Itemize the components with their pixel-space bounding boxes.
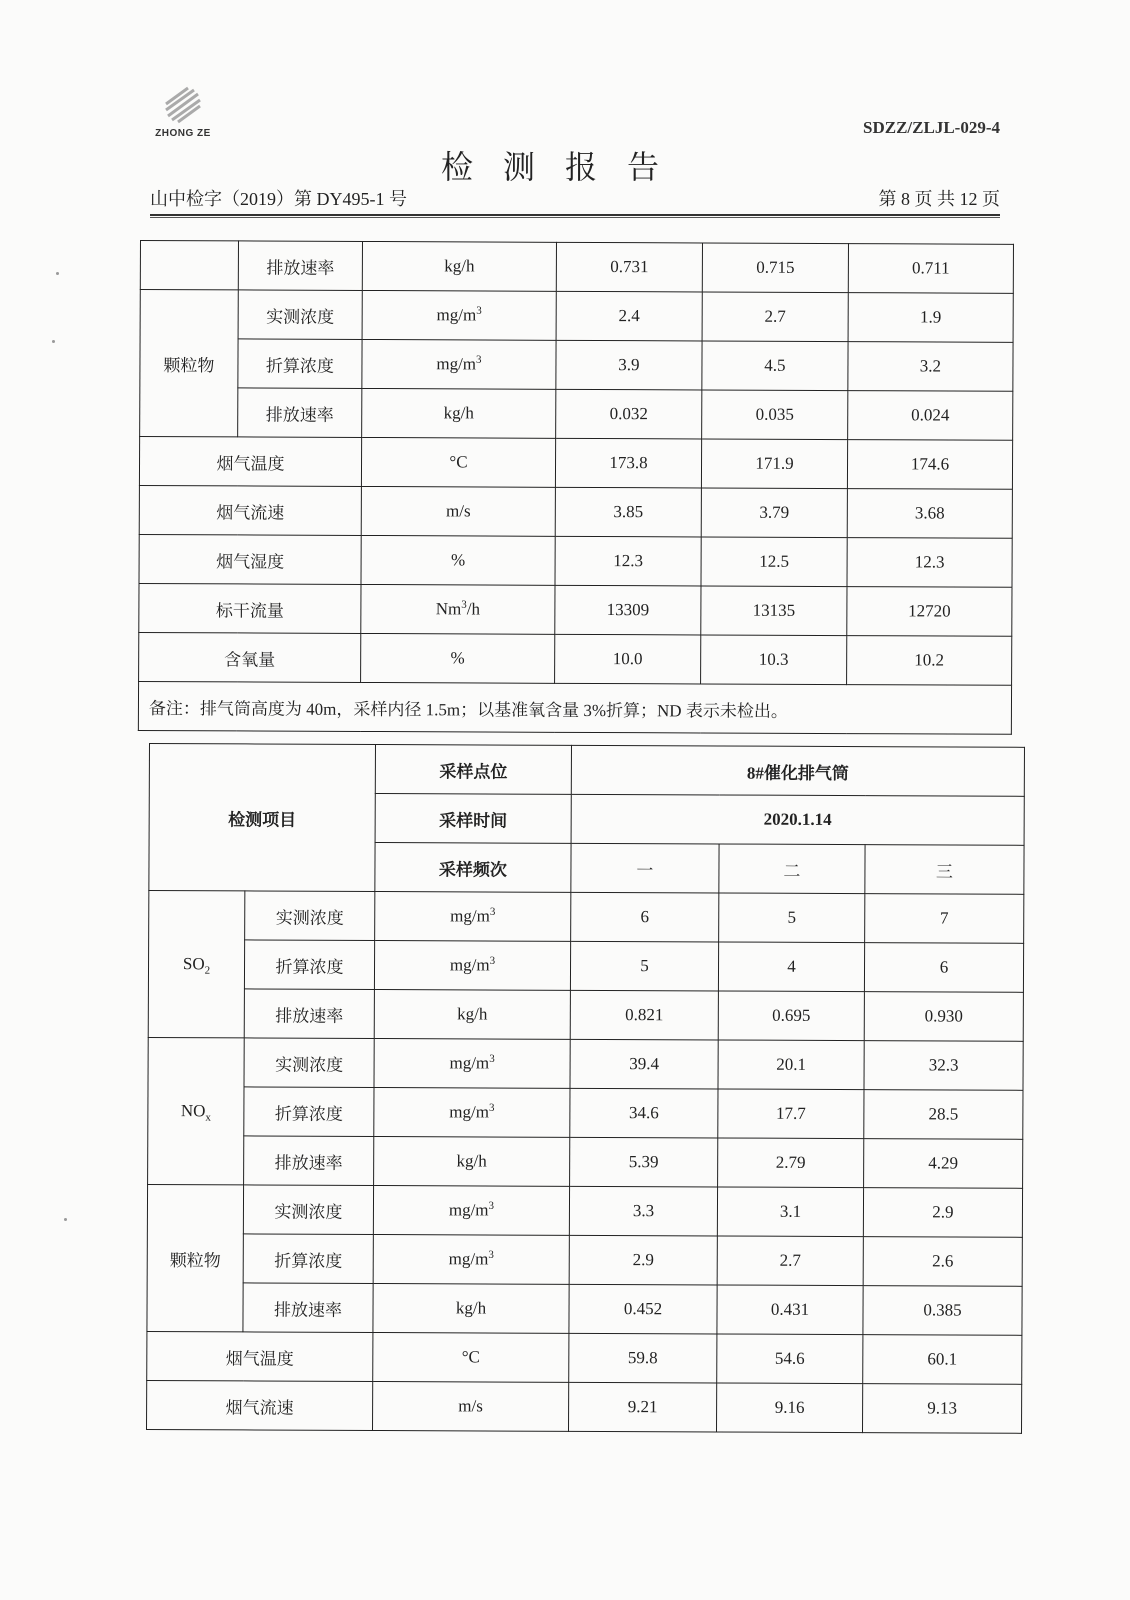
unit-cell: $mg/m^3$ bbox=[374, 1087, 570, 1137]
value-cell: 2.79 bbox=[718, 1138, 864, 1188]
group-cell-so2: $SO_2$ bbox=[148, 891, 245, 1038]
report-number: 山中检字（2019）第 DY495-1 号 bbox=[150, 189, 407, 209]
freq-cell: 一 bbox=[571, 843, 719, 893]
unit-cell: kg/h bbox=[374, 989, 570, 1039]
unit-cell: % bbox=[361, 633, 555, 683]
value-cell: 10.3 bbox=[701, 635, 847, 685]
table-row bbox=[140, 388, 1013, 441]
freq-label: 采样频次 bbox=[375, 842, 571, 892]
page-title: 检测报告 bbox=[440, 148, 689, 186]
table-row bbox=[149, 891, 1024, 944]
value-cell: 13135 bbox=[701, 586, 847, 636]
point-value: 8#催化排气筒 bbox=[571, 745, 1024, 796]
item-cell: 排放速率 bbox=[244, 989, 374, 1039]
value-cell: 9.21 bbox=[569, 1382, 717, 1432]
value-cell: 17.7 bbox=[718, 1089, 864, 1139]
value-cell: 4.5 bbox=[702, 341, 848, 391]
value-cell: 20.1 bbox=[718, 1040, 864, 1090]
unit-cell: °C bbox=[373, 1332, 569, 1382]
unit-cell: % bbox=[361, 535, 555, 585]
value-cell: 0.385 bbox=[863, 1286, 1022, 1336]
value-cell: 2.6 bbox=[863, 1237, 1022, 1287]
table-row bbox=[147, 1380, 1022, 1433]
table-row bbox=[148, 988, 1023, 1041]
item-cell: 实测浓度 bbox=[238, 290, 362, 340]
item-cell: 烟气流速 bbox=[139, 485, 361, 535]
value-cell: 9.16 bbox=[716, 1383, 862, 1433]
value-cell: 2.9 bbox=[569, 1235, 717, 1285]
item-cell: 排放速率 bbox=[244, 1136, 374, 1186]
item-cell: 折算浓度 bbox=[244, 1087, 374, 1137]
document-code: SDZZ/ZLJL-029-4 bbox=[863, 118, 1000, 137]
table-row bbox=[139, 632, 1012, 685]
time-value: 2020.1.14 bbox=[571, 794, 1024, 845]
table-row bbox=[147, 1282, 1022, 1335]
value-cell: 5.39 bbox=[570, 1137, 718, 1187]
table-row bbox=[148, 940, 1023, 993]
freq-cell: 三 bbox=[865, 845, 1024, 895]
unit-cell: kg/h bbox=[362, 388, 556, 438]
unit-cell: kg/h bbox=[362, 241, 556, 291]
value-cell: 0.695 bbox=[718, 991, 864, 1041]
value-cell: 6 bbox=[864, 943, 1023, 993]
table-row bbox=[147, 1184, 1022, 1237]
value-cell: 0.930 bbox=[864, 992, 1023, 1042]
unit-cell: $mg/m^3$ bbox=[362, 290, 556, 340]
item-cell: 折算浓度 bbox=[244, 940, 374, 990]
item-header: 检测项目 bbox=[149, 744, 376, 892]
value-cell: 171.9 bbox=[701, 439, 847, 489]
value-cell: 28.5 bbox=[864, 1090, 1023, 1140]
value-cell: 0.711 bbox=[848, 244, 1013, 294]
value-cell: 3.79 bbox=[701, 488, 847, 538]
time-label: 采样时间 bbox=[375, 793, 571, 843]
value-cell: 4.29 bbox=[864, 1139, 1023, 1189]
value-cell: 2.7 bbox=[702, 292, 848, 342]
value-cell: 4 bbox=[718, 942, 864, 992]
unit-cell: $mg/m^3$ bbox=[373, 1234, 569, 1284]
table-row bbox=[139, 437, 1012, 490]
value-cell: 5 bbox=[719, 893, 865, 943]
value-cell: 0.821 bbox=[570, 990, 718, 1040]
value-cell: 5 bbox=[570, 941, 718, 991]
unit-cell: Nm$^3$/h bbox=[361, 584, 555, 634]
table-row bbox=[148, 1135, 1023, 1188]
value-cell: 10.0 bbox=[555, 634, 701, 684]
value-cell: 39.4 bbox=[570, 1039, 718, 1089]
value-cell: 3.9 bbox=[556, 340, 702, 390]
value-cell: 12.3 bbox=[847, 538, 1012, 588]
table-row bbox=[147, 1331, 1022, 1384]
scan-speck bbox=[52, 340, 55, 343]
unit-cell: $mg/m^3$ bbox=[373, 1185, 569, 1235]
value-cell: 0.452 bbox=[569, 1284, 717, 1334]
value-cell: 0.431 bbox=[717, 1285, 863, 1335]
item-cell: 排放速率 bbox=[238, 241, 362, 291]
value-cell: 3.1 bbox=[717, 1187, 863, 1237]
scan-speck bbox=[56, 272, 59, 275]
value-cell: 3.85 bbox=[555, 487, 701, 537]
table-row bbox=[140, 241, 1013, 294]
item-cell: 实测浓度 bbox=[243, 1185, 373, 1235]
point-label: 采样点位 bbox=[375, 744, 571, 794]
table-row bbox=[148, 1086, 1023, 1139]
value-cell: 7 bbox=[865, 894, 1024, 944]
item-cell: 烟气温度 bbox=[139, 437, 361, 487]
item-cell: 烟气湿度 bbox=[139, 534, 361, 584]
value-cell: 6 bbox=[571, 892, 719, 942]
table-row bbox=[148, 1037, 1023, 1090]
value-cell: 1.9 bbox=[848, 293, 1013, 343]
value-cell: 12.5 bbox=[701, 537, 847, 587]
item-cell: 实测浓度 bbox=[244, 1038, 374, 1088]
item-cell: 实测浓度 bbox=[245, 891, 375, 941]
header-divider bbox=[150, 217, 1000, 218]
results-table-8-catalytic-stack bbox=[146, 743, 1025, 1434]
value-cell: 0.035 bbox=[702, 390, 848, 440]
value-cell: 3.68 bbox=[847, 489, 1012, 539]
scan-speck bbox=[64, 1218, 67, 1221]
logo-text: ZHONG ZE bbox=[155, 128, 211, 139]
value-cell: 32.3 bbox=[864, 1041, 1023, 1091]
value-cell: 10.2 bbox=[847, 636, 1012, 686]
group-cell-particulate: 颗粒物 bbox=[147, 1184, 244, 1331]
item-cell: 烟气温度 bbox=[147, 1331, 373, 1381]
table-row bbox=[139, 485, 1012, 538]
value-cell: 173.8 bbox=[555, 438, 701, 488]
unit-cell: kg/h bbox=[373, 1283, 569, 1333]
unit-cell: kg/h bbox=[374, 1136, 570, 1186]
value-cell: 0.715 bbox=[702, 243, 848, 293]
report-header-bar bbox=[150, 188, 1000, 216]
table-row bbox=[147, 1233, 1022, 1286]
unit-cell: °C bbox=[361, 437, 555, 487]
note-row bbox=[138, 681, 1011, 734]
unit-cell: $mg/m^3$ bbox=[374, 940, 570, 990]
value-cell: 0.032 bbox=[556, 389, 702, 439]
item-cell: 烟气流速 bbox=[147, 1380, 373, 1430]
page-number: 第 8 页 共 12 页 bbox=[878, 189, 1000, 209]
value-cell: 13309 bbox=[555, 585, 701, 635]
item-cell: 标干流量 bbox=[139, 583, 361, 633]
unit-cell: $mg/m^3$ bbox=[375, 891, 571, 941]
unit-cell: $mg/m^3$ bbox=[374, 1038, 570, 1088]
value-cell: 3.2 bbox=[848, 342, 1013, 392]
unit-cell: m/s bbox=[373, 1381, 569, 1431]
table-row bbox=[139, 583, 1012, 636]
item-cell: 排放速率 bbox=[238, 388, 362, 438]
item-cell: 排放速率 bbox=[243, 1283, 373, 1333]
value-cell: 12720 bbox=[847, 587, 1012, 637]
logo-mark-icon bbox=[148, 82, 218, 128]
table-row bbox=[140, 290, 1013, 343]
value-cell: 0.024 bbox=[848, 391, 1013, 441]
company-logo bbox=[148, 82, 218, 142]
value-cell: 174.6 bbox=[847, 440, 1012, 490]
value-cell: 0.731 bbox=[556, 242, 702, 292]
item-cell: 折算浓度 bbox=[243, 1234, 373, 1284]
table-row bbox=[140, 339, 1013, 392]
value-cell: 2.4 bbox=[556, 291, 702, 341]
table-row bbox=[149, 744, 1024, 797]
freq-cell: 二 bbox=[719, 844, 865, 894]
item-cell: 含氧量 bbox=[139, 632, 361, 682]
table-row bbox=[139, 534, 1012, 587]
value-cell: 2.7 bbox=[717, 1236, 863, 1286]
value-cell: 59.8 bbox=[569, 1333, 717, 1383]
value-cell: 3.3 bbox=[569, 1186, 717, 1236]
item-cell: 折算浓度 bbox=[238, 339, 362, 389]
value-cell: 12.3 bbox=[555, 536, 701, 586]
group-cell-particulate: 颗粒物 bbox=[140, 290, 239, 437]
value-cell: 54.6 bbox=[717, 1334, 863, 1384]
unit-cell: $mg/m^3$ bbox=[362, 339, 556, 389]
results-table-continued bbox=[138, 240, 1014, 735]
group-cell-nox: $NO_x$ bbox=[148, 1037, 245, 1184]
unit-cell: m/s bbox=[361, 486, 555, 536]
value-cell: 60.1 bbox=[863, 1335, 1022, 1385]
value-cell: 9.13 bbox=[862, 1384, 1021, 1434]
group-cell bbox=[140, 241, 238, 290]
value-cell: 34.6 bbox=[570, 1088, 718, 1138]
table-note: 备注：排气筒高度为 40m，采样内径 1.5m；以基准氧含量 3%折算；ND 表示未检出。 bbox=[138, 681, 1011, 734]
value-cell: 2.9 bbox=[863, 1188, 1022, 1238]
